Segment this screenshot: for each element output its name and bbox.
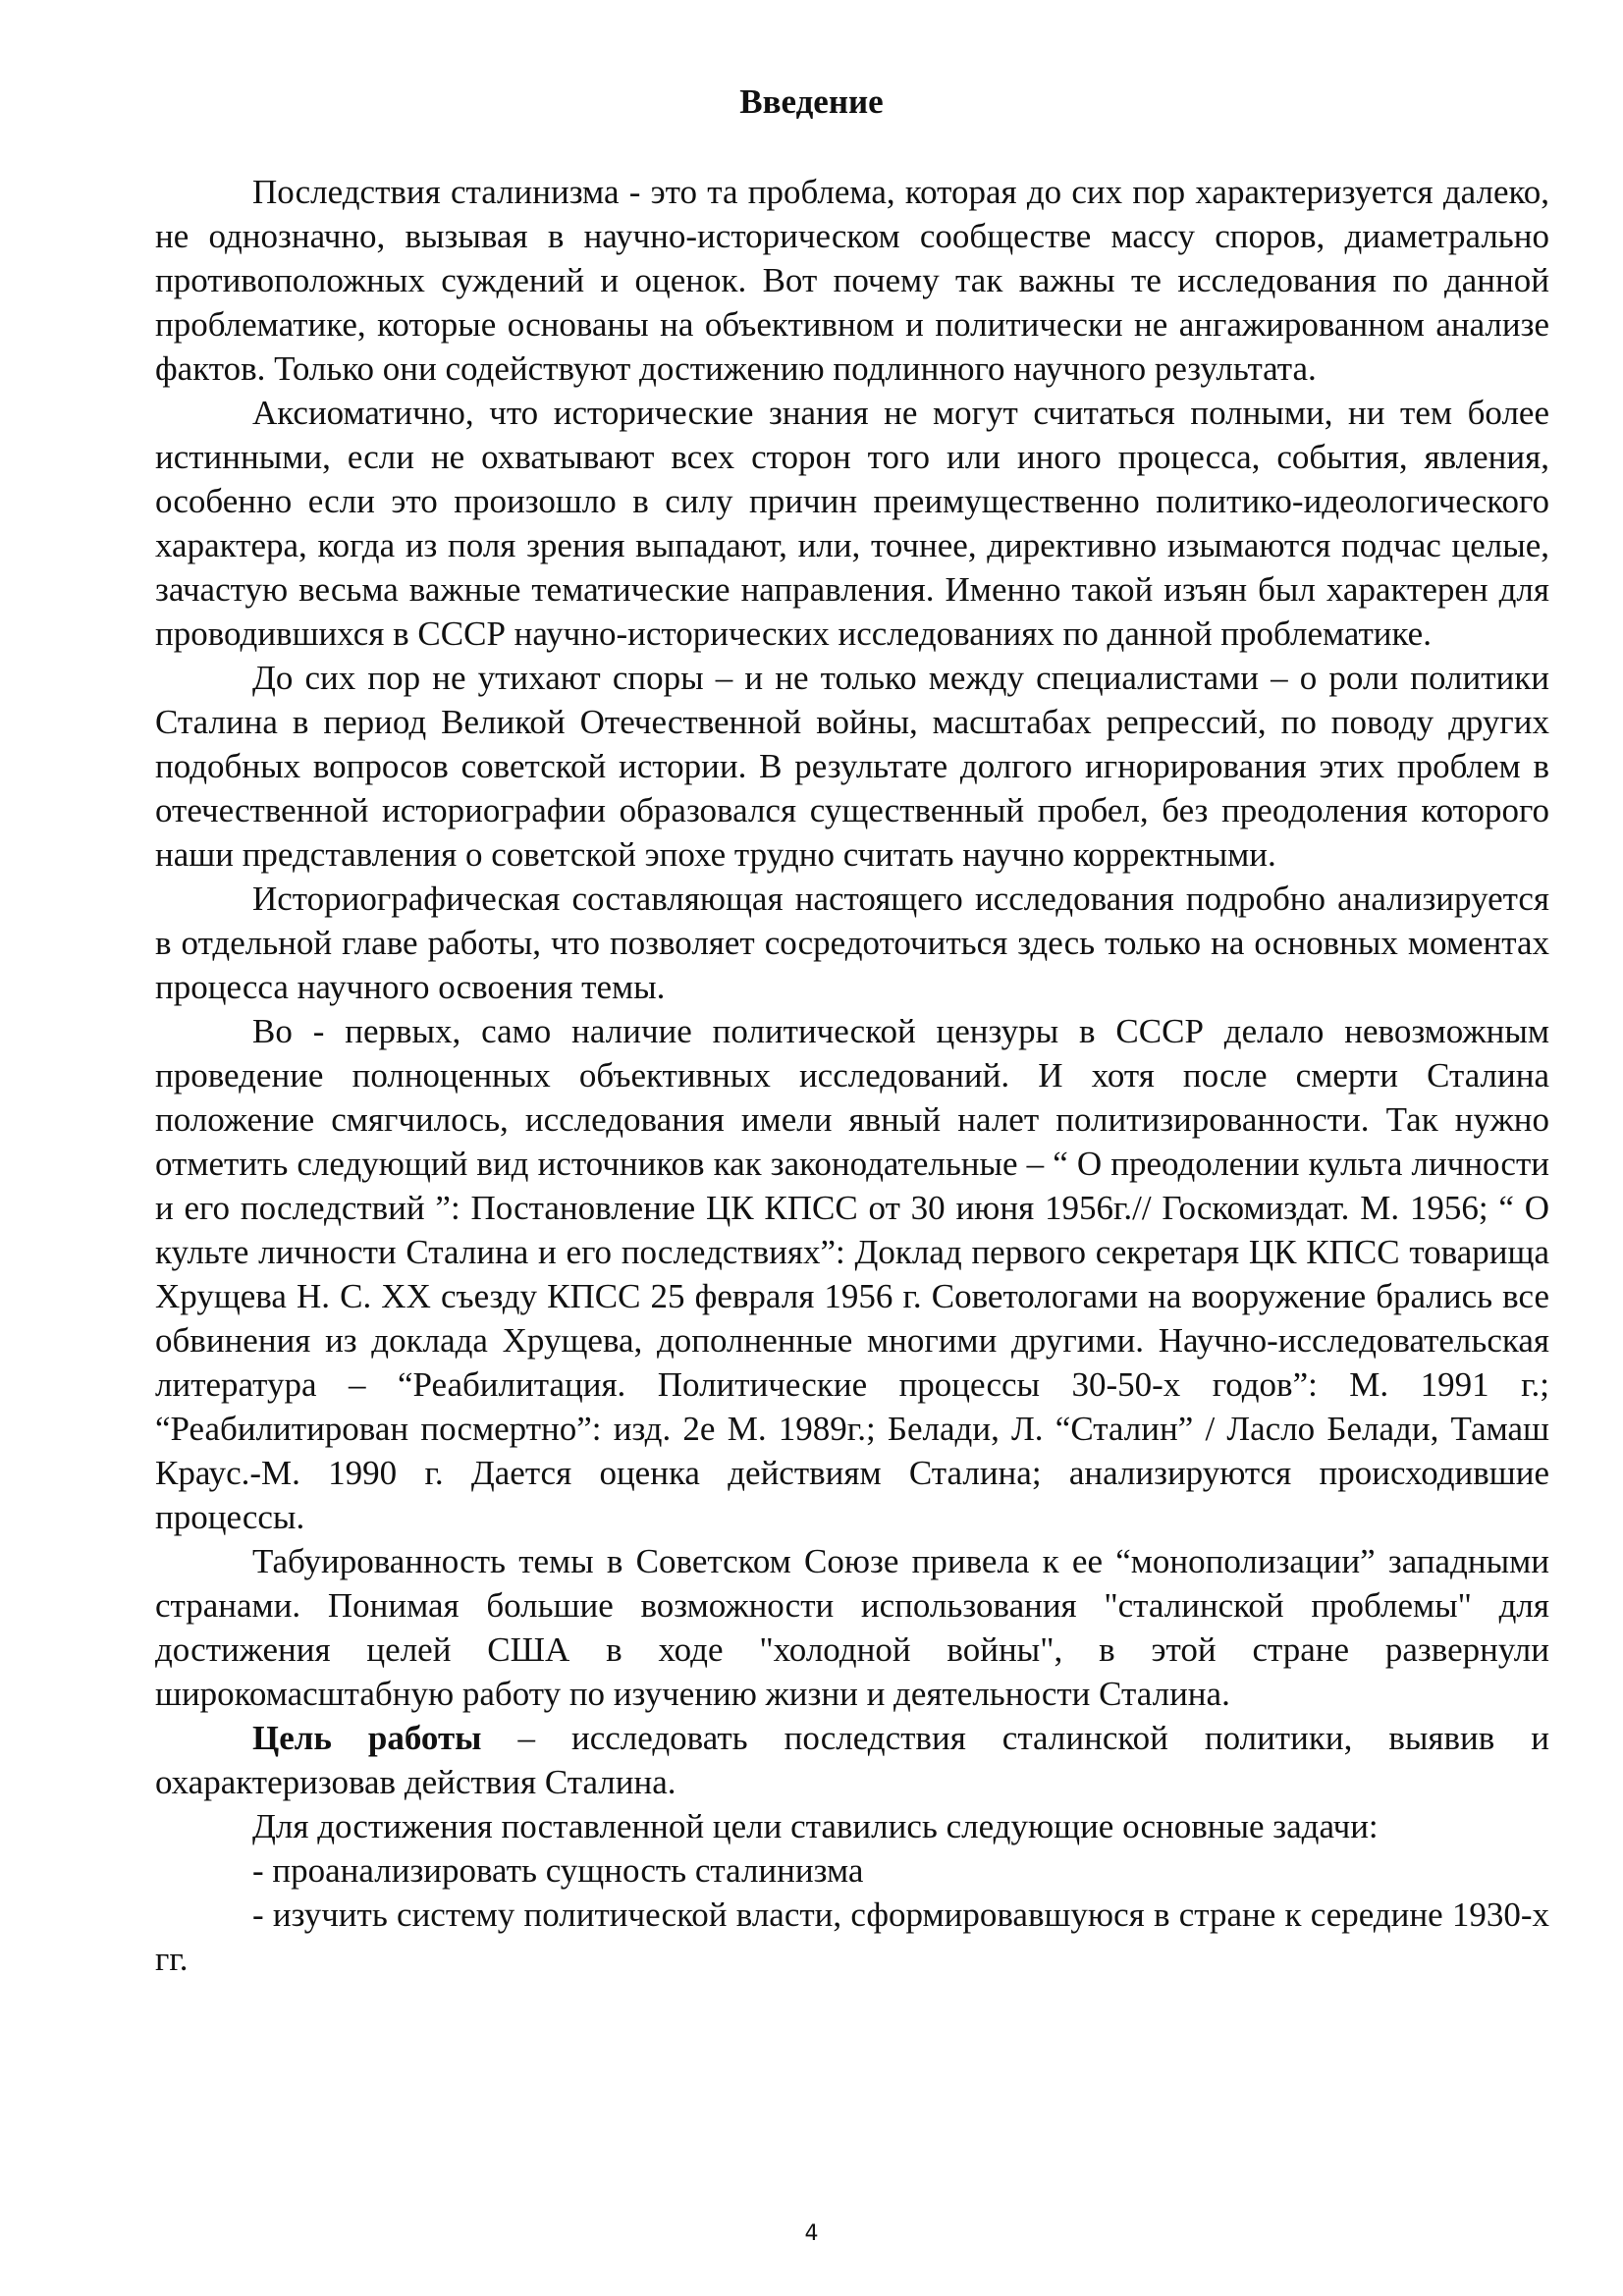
page-number: 4	[804, 2221, 819, 2246]
page-title: Введение	[739, 82, 884, 121]
tasks-intro: Для достижения поставленной цели ставились следующие основные задачи:	[252, 1807, 1379, 1845]
paragraph-4: Историографическая составляющая настоящего исследования подробно анализируется в отдельной главе работы, что позволяет сосредоточиться здесь только на основных моментах процесса научного освоения темы.	[155, 880, 1549, 1006]
body-text	[155, 170, 1549, 1981]
goal-label: Цель работы	[252, 1719, 482, 1757]
paragraph-1: Последствия сталинизма - это та проблема, которая до сих пор характеризуется далеко, не однозначно, вызывая в научно-историческом сообществе массу споров, диаметрально противоположных суждений и оценок. Вот почему так важны те исследования по данной проблематике, которые основаны на объективном и политически не ангажированном анализе фактов. Только они содействуют достижению подлинного научного результата.	[155, 173, 1549, 388]
goal-text: – исследовать последствия сталинской политики, выявив и охарактеризовав действия Сталина.	[155, 1719, 1549, 1801]
goal-paragraph	[155, 1716, 1549, 1804]
paragraph-2: Аксиоматично, что исторические знания не могут считаться полными, ни тем более истинными, если не охватывают всех сторон того или иного процесса, события, явления, особенно если это произошло в силу причин преимущественно политико-идеологического характера, когда из поля зрения выпадают, или, точнее, директивно изымаются подчас целые, зачастую весьма важные тематические направления. Именно такой изъян был характерен для проводившихся в СССР научно-исторических исследованиях по данной проблематике.	[155, 394, 1549, 653]
task-item-1: - проанализировать сущность сталинизма	[252, 1851, 864, 1890]
paragraph-6: Табуированность темы в Советском Союзе привела к ее “монополизации” западными странами. Понимая большие возможности использования "сталинской проблемы" для достижения целей США в ходе "холодной войны", в этой стране развернули широкомасштабную работу по изучению жизни и деятельности Сталина.	[155, 1542, 1549, 1713]
paragraph-5: Во - первых, само наличие политической цензуры в СССР делало невозможным проведение полноценных объективных исследований. И хотя после смерти Сталина положение смягчилось, исследования имели явный налет политизированности. Так нужно отметить следующий вид источников как законодательные – “ О преодолении культа личности и его последствий ”: Постановление ЦК КПСС от 30 июня 1956г.// Госкомиздат. М. 1956; “ О культе личности Сталина и его последствиях”: Доклад первого секретаря ЦК КПСС товарища Хрущева Н. С. XX съезду КПСС 25 февраля 1956 г. Советологами на вооружение брались все обвинения из доклада Хрущева, дополненные многими другими. Научно-исследовательская литература – “Реабилитация. Политические процессы 30-50-х годов”: М. 1991 г.; “Реабилитирован посмертно”: изд. 2е М. 1989г.; Белади, Л. “Сталин” / Ласло Белади, Тамаш Краус.-М. 1990 г. Дается оценка действиям Сталина; анализируются происходившие процессы.	[155, 1012, 1549, 1536]
task-item-2: - изучить систему политической власти, сформировавшуюся в стране к середине 1930-х гг.	[155, 1896, 1549, 1978]
paragraph-3: До сих пор не утихают споры – и не только между специалистами – о роли политики Сталина в период Великой Отечественной войны, масштабах репрессий, по поводу других подобных вопросов советской истории. В результате долгого игнорирования этих проблем в отечественной историографии образовался существенный пробел, без преодоления которого наши представления о советской эпохе трудно считать научно корректными.	[155, 659, 1549, 874]
